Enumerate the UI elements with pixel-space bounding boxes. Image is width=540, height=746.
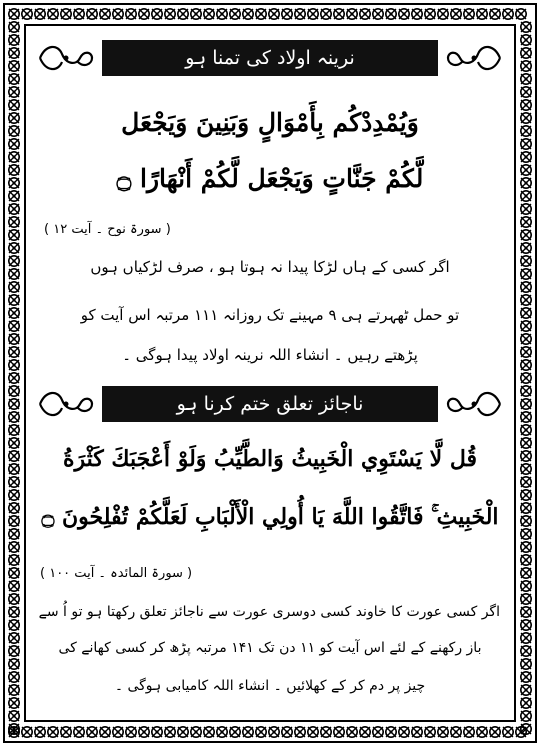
border-knot-ornament <box>165 727 175 737</box>
border-knot-ornament <box>9 698 19 708</box>
border-knot-ornament <box>9 152 19 162</box>
border-knot-ornament <box>521 126 531 136</box>
border-knot-ornament <box>178 727 188 737</box>
border-knot-ornament <box>48 9 58 19</box>
border-knot-ornament <box>521 594 531 604</box>
border-knot-ornament <box>386 727 396 737</box>
border-knot-ornament <box>9 295 19 305</box>
border-knot-ornament <box>308 727 318 737</box>
section-2-verse-line-2: الْخَبِيثِ ۚ فَاتَّقُوا اللَّهَ يَا أُولِي الْأَلْبَابِ لَعَلَّكُمْ تُفْلِحُونَ ۝ <box>41 504 499 530</box>
border-knot-ornament <box>521 490 531 500</box>
section-2-body-line-1: اگر کسی عورت کا خاوند کسی دوسری عورت سے ناجائز تعلق رکھتا ہو تو اُ سے <box>38 604 500 620</box>
border-knot-ornament <box>9 126 19 136</box>
section-1-reference: ( سورۃ نوح ۔ آیت ۱۲ ) <box>44 222 171 237</box>
border-knot-ornament <box>152 9 162 19</box>
border-knot-ornament <box>139 727 149 737</box>
section-2-reference: ( سورۃ المائدہ ۔ آیت ۱۰۰ ) <box>40 566 193 581</box>
flourish-ornament-icon <box>444 386 504 422</box>
border-knot-ornament <box>22 727 32 737</box>
border-knot-ornament <box>230 727 240 737</box>
border-knot-ornament <box>9 438 19 448</box>
border-knot-ornament <box>126 727 136 737</box>
border-knot-ornament <box>61 727 71 737</box>
border-knot-ornament <box>521 347 531 357</box>
border-knot-ornament <box>521 503 531 513</box>
border-knot-ornament <box>9 334 19 344</box>
border-knot-ornament <box>490 727 500 737</box>
border-knot-ornament <box>321 727 331 737</box>
border-knot-ornament <box>360 9 370 19</box>
border-knot-ornament <box>521 373 531 383</box>
border-knot-ornament <box>191 727 201 737</box>
border-knot-ornament <box>373 9 383 19</box>
border-knot-ornament <box>35 727 45 737</box>
border-knot-ornament <box>100 9 110 19</box>
border-knot-ornament <box>243 727 253 737</box>
border-knot-ornament <box>399 9 409 19</box>
border-knot-ornament <box>9 269 19 279</box>
section-1-body-line-1: اگر کسی کے ہاں لڑکا پیدا نہ ہوتا ہو ، صرف لڑکیاں ہوں <box>90 258 450 276</box>
border-knot-ornament <box>9 308 19 318</box>
border-knot-ornament <box>217 727 227 737</box>
border-knot-ornament <box>521 529 531 539</box>
border-knot-ornament <box>521 685 531 695</box>
border-knot-ornament <box>521 61 531 71</box>
border-knot-ornament <box>230 9 240 19</box>
border-knot-ornament <box>9 22 19 32</box>
border-knot-ornament <box>521 152 531 162</box>
border-knot-ornament <box>412 727 422 737</box>
border-knot-ornament <box>521 555 531 565</box>
border-knot-ornament <box>9 360 19 370</box>
border-knot-ornament <box>9 542 19 552</box>
border-knot-ornament <box>9 35 19 45</box>
border-knot-ornament <box>74 9 84 19</box>
border-knot-ornament <box>521 542 531 552</box>
section-1-title: نرینہ اولاد کی تمنا ہو <box>102 40 438 76</box>
border-knot-ornament <box>9 373 19 383</box>
flourish-ornament-icon <box>444 40 504 76</box>
border-knot-ornament <box>204 727 214 737</box>
border-knot-ornament <box>521 113 531 123</box>
border-knot-ornament <box>256 727 266 737</box>
section-1-verse-line-2: لَّكُمْ جَنَّاتٍ وَيَجْعَل لَّكُمْ أَنْهَارًا ۝ <box>116 164 424 193</box>
border-knot-ornament <box>9 113 19 123</box>
border-knot-ornament <box>9 282 19 292</box>
border-knot-ornament <box>347 727 357 737</box>
border-knot-ornament <box>521 295 531 305</box>
border-knot-ornament <box>521 269 531 279</box>
border-knot-ornament <box>139 9 149 19</box>
border-knot-ornament <box>464 9 474 19</box>
border-knot-ornament <box>521 438 531 448</box>
border-knot-ornament <box>9 412 19 422</box>
border-knot-ornament <box>9 620 19 630</box>
border-knot-ornament <box>477 9 487 19</box>
border-knot-ornament <box>9 243 19 253</box>
border-knot-ornament <box>347 9 357 19</box>
section-2-body-line-3: چیز پر دم کر کے کھلائیں ۔ انشاء اللہ کامیابی ہوگی ۔ <box>114 678 426 694</box>
border-knot-ornament <box>9 607 19 617</box>
border-knot-ornament <box>521 360 531 370</box>
border-knot-ornament <box>386 9 396 19</box>
border-knot-ornament <box>295 9 305 19</box>
border-knot-ornament <box>521 35 531 45</box>
border-knot-ornament <box>9 594 19 604</box>
border-knot-ornament <box>521 321 531 331</box>
border-knot-ornament <box>9 425 19 435</box>
border-knot-ornament <box>521 412 531 422</box>
border-knot-ornament <box>9 204 19 214</box>
border-knot-ornament <box>9 191 19 201</box>
border-knot-ornament <box>9 256 19 266</box>
border-knot-ornament <box>9 61 19 71</box>
border-knot-ornament <box>9 399 19 409</box>
flourish-ornament-icon <box>36 386 96 422</box>
border-knot-ornament <box>521 165 531 175</box>
border-knot-ornament <box>9 165 19 175</box>
border-knot-ornament <box>334 9 344 19</box>
border-knot-ornament <box>282 9 292 19</box>
border-knot-ornament <box>9 139 19 149</box>
border-knot-ornament <box>321 9 331 19</box>
border-knot-ornament <box>521 607 531 617</box>
border-knot-ornament <box>521 659 531 669</box>
border-knot-ornament <box>521 633 531 643</box>
border-knot-ornament <box>9 516 19 526</box>
section-1-body-line-3: پڑھتے رہیں ۔ انشاء اللہ نرینہ اولاد پیدا ہوگی ۔ <box>122 346 418 364</box>
border-knot-ornament <box>521 282 531 292</box>
border-knot-ornament <box>438 9 448 19</box>
section-2-title: ناجائز تعلق ختم کرنا ہو <box>102 386 438 422</box>
border-knot-ornament <box>9 477 19 487</box>
border-knot-ornament <box>9 568 19 578</box>
border-knot-ornament <box>217 9 227 19</box>
border-knot-ornament <box>9 659 19 669</box>
border-knot-ornament <box>9 529 19 539</box>
border-knot-ornament <box>521 646 531 656</box>
border-knot-ornament <box>521 711 531 721</box>
border-knot-ornament <box>521 22 531 32</box>
border-knot-ornament <box>204 9 214 19</box>
border-knot-ornament <box>35 9 45 19</box>
border-knot-ornament <box>9 347 19 357</box>
border-knot-ornament <box>9 87 19 97</box>
border-knot-ornament <box>126 9 136 19</box>
border-knot-ornament <box>451 9 461 19</box>
border-knot-ornament <box>438 727 448 737</box>
border-knot-ornament <box>521 451 531 461</box>
border-knot-ornament <box>521 581 531 591</box>
border-knot-ornament <box>100 727 110 737</box>
border-knot-ornament <box>521 672 531 682</box>
border-knot-ornament <box>9 646 19 656</box>
border-knot-ornament <box>282 727 292 737</box>
border-knot-ornament <box>9 581 19 591</box>
border-knot-ornament <box>464 727 474 737</box>
section-2-body-line-2: باز رکھنے کے لئے اس آیت کو ۱۱ دن تک ۱۴۱ مرتبہ پڑھ کر کسی کھانے کی <box>58 640 482 656</box>
section-2-verse-line-1: قُل لَّا يَسْتَوِي الْخَبِيثُ وَالطَّيِّبُ وَلَوْ أَعْجَبَكَ كَثْرَةُ <box>62 446 478 472</box>
border-knot-ornament <box>521 477 531 487</box>
border-knot-ornament <box>521 74 531 84</box>
border-knot-ornament <box>9 555 19 565</box>
border-knot-ornament <box>373 727 383 737</box>
border-knot-ornament <box>9 451 19 461</box>
border-knot-ornament <box>295 727 305 737</box>
border-knot-ornament <box>521 698 531 708</box>
border-knot-ornament <box>521 425 531 435</box>
border-knot-ornament <box>9 685 19 695</box>
section-1-header <box>34 38 506 78</box>
border-knot-ornament <box>412 9 422 19</box>
border-knot-ornament <box>9 464 19 474</box>
border-knot-ornament <box>74 727 84 737</box>
border-knot-ornament <box>451 727 461 737</box>
border-knot-ornament <box>477 727 487 737</box>
border-knot-ornament <box>521 243 531 253</box>
border-knot-ornament <box>521 139 531 149</box>
border-knot-ornament <box>9 503 19 513</box>
border-knot-ornament <box>503 9 513 19</box>
border-knot-ornament <box>178 9 188 19</box>
border-knot-ornament <box>9 490 19 500</box>
border-knot-ornament <box>152 727 162 737</box>
border-knot-ornament <box>360 727 370 737</box>
border-knot-ornament <box>425 9 435 19</box>
border-knot-ornament <box>521 334 531 344</box>
border-knot-ornament <box>9 74 19 84</box>
border-knot-ornament <box>9 9 19 19</box>
section-1-body-line-2: تو حمل ٹھہرتے ہی ۹ مہینے تک روزانہ ۱۱۱ مرتبہ اس آیت کو <box>80 306 460 324</box>
border-knot-ornament <box>521 568 531 578</box>
border-knot-ornament <box>243 9 253 19</box>
border-knot-ornament <box>521 256 531 266</box>
border-knot-ornament <box>521 48 531 58</box>
border-knot-ornament <box>308 9 318 19</box>
border-knot-ornament <box>521 620 531 630</box>
border-knot-ornament <box>9 217 19 227</box>
border-knot-ornament <box>521 178 531 188</box>
border-knot-ornament <box>521 464 531 474</box>
border-knot-ornament <box>48 727 58 737</box>
border-knot-ornament <box>113 9 123 19</box>
border-knot-ornament <box>490 9 500 19</box>
border-knot-ornament <box>9 178 19 188</box>
border-knot-ornament <box>191 9 201 19</box>
border-knot-ornament <box>113 727 123 737</box>
border-knot-ornament <box>521 100 531 110</box>
border-knot-ornament <box>9 386 19 396</box>
border-knot-ornament <box>521 516 531 526</box>
border-knot-ornament <box>9 48 19 58</box>
border-knot-ornament <box>516 9 526 19</box>
border-knot-ornament <box>9 672 19 682</box>
border-knot-ornament <box>334 727 344 737</box>
border-knot-ornament <box>521 217 531 227</box>
border-knot-ornament <box>521 204 531 214</box>
flourish-ornament-icon <box>36 40 96 76</box>
border-knot-ornament <box>521 308 531 318</box>
border-knot-ornament <box>87 9 97 19</box>
border-knot-ornament <box>9 633 19 643</box>
border-knot-ornament <box>521 386 531 396</box>
border-knot-ornament <box>269 727 279 737</box>
border-knot-ornament <box>256 9 266 19</box>
border-knot-ornament <box>399 727 409 737</box>
border-knot-ornament <box>521 399 531 409</box>
section-1-verse-line-1: وَيُمْدِدْكُم بِأَمْوَالٍ وَبَنِينَ وَيَجْعَل <box>121 108 419 137</box>
border-knot-ornament <box>9 321 19 331</box>
border-knot-ornament <box>165 9 175 19</box>
border-knot-ornament <box>521 230 531 240</box>
border-knot-ornament <box>425 727 435 737</box>
border-knot-ornament <box>61 9 71 19</box>
border-knot-ornament <box>87 727 97 737</box>
section-2-header <box>34 384 506 424</box>
border-knot-ornament <box>9 230 19 240</box>
border-knot-ornament <box>503 727 513 737</box>
border-knot-ornament <box>22 9 32 19</box>
border-knot-ornament <box>9 711 19 721</box>
border-knot-ornament <box>521 87 531 97</box>
border-knot-ornament <box>269 9 279 19</box>
border-knot-ornament <box>521 191 531 201</box>
border-knot-ornament <box>9 100 19 110</box>
